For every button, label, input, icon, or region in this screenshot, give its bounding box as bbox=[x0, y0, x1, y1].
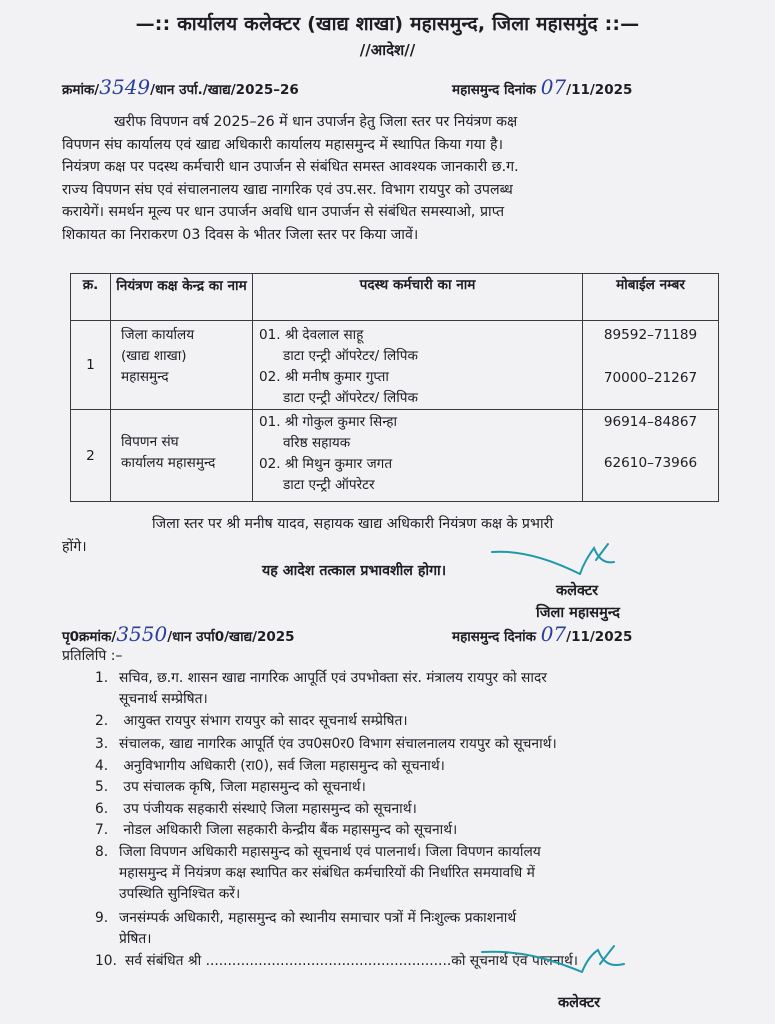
center-line: महासमुन्द bbox=[121, 369, 169, 385]
date2-rest: /11/2025 bbox=[566, 629, 633, 645]
paragraph-line: करायेगें। समर्थन मूल्य पर धान उपार्जन अवधि धान उपार्जन से संबंधित समस्याओ, प्राप्त bbox=[62, 204, 505, 220]
handwritten-day: 07 bbox=[540, 622, 567, 646]
control-room-table bbox=[70, 273, 719, 502]
item-line: महासमुन्द में नियंत्रण कक्ष स्थापित कर संबंधित कर्मचारियों की निर्धारित समयावधि में bbox=[119, 865, 535, 881]
item-number: 2. bbox=[95, 713, 109, 729]
row-mobiles bbox=[583, 321, 719, 410]
mobile-number: 96914–84867 bbox=[603, 414, 698, 430]
staff-line: डाटा एन्ट्री ऑपरेटर/ लिपिक bbox=[283, 390, 418, 406]
item-line: प्रेषित। bbox=[119, 931, 152, 947]
list-item bbox=[95, 734, 557, 753]
row-sn: 1 bbox=[71, 321, 111, 410]
item-line: आयुक्त रायपुर संभाग रायपुर को सादर सूचनार्थ सम्प्रेषित। bbox=[123, 713, 408, 729]
item-line: सूचनार्थ सम्प्रेषित। bbox=[119, 691, 208, 707]
col-header-sn: क्र. bbox=[71, 274, 111, 321]
col-header-mobile: मोबाईल नम्बर bbox=[583, 274, 719, 321]
item-number: 5. bbox=[95, 779, 109, 795]
handwritten-order-number: 3549 bbox=[99, 75, 151, 99]
handwritten-endorsement-number: 3550 bbox=[116, 622, 168, 646]
item-number: 10. bbox=[95, 953, 117, 969]
list-item bbox=[95, 668, 547, 710]
staff-line: 02. श्री मिथुन कुमार जगत bbox=[259, 456, 393, 472]
list-item bbox=[95, 820, 457, 839]
list-item bbox=[95, 711, 408, 730]
item-number: 9. bbox=[95, 910, 109, 926]
item-line: जिला विपणन अधिकारी महासमुन्द को सूचनार्थ एवं पालनार्थ। जिला विपणन कार्यालय bbox=[119, 844, 541, 860]
signature-scribble bbox=[488, 540, 628, 585]
item-line: संचालक, खाद्य नागरिक आपूर्ति एंव उप0स0र0 विभाग संचालनालय रायपुर को सूचनार्थ। bbox=[119, 736, 557, 752]
paragraph-line: राज्य विपणन संघ एवं संचालनालय खाद्य नागरिक एवं उप.सर. विभाग रायपुर को उपलब्ध bbox=[62, 181, 513, 198]
mobile-number: 62610–73966 bbox=[603, 455, 698, 471]
ref2-prefix: पृ0क्रमांक/ bbox=[62, 629, 117, 645]
incharge-note-line: होंगे। bbox=[62, 539, 87, 555]
item-line: सर्व संबंधित श्री ........................................................को सूचनार्थ एंव पालनार्थ। bbox=[125, 953, 579, 969]
collector-title: कलेक्टर bbox=[556, 583, 599, 599]
mobile-number: 89592–71189 bbox=[603, 327, 698, 343]
center-line: विपणन संघ bbox=[121, 434, 179, 450]
col-header-staff: पदस्थ कर्मचारी का नाम bbox=[253, 274, 583, 321]
collector-district: जिला महासमुन्द bbox=[536, 605, 620, 621]
ref2-suffix: /धान उर्पा0/खाद्य/2025 bbox=[167, 629, 295, 645]
collector-title-2: कलेक्टर bbox=[558, 995, 601, 1011]
center-line: (खाद्य शाखा) bbox=[121, 348, 187, 364]
row-staff bbox=[253, 410, 583, 502]
list-item bbox=[95, 777, 366, 796]
staff-line: डाटा एन्ट्री ऑपरेटर/ लिपिक bbox=[283, 348, 418, 364]
center-line: जिला कार्यालय bbox=[121, 327, 195, 343]
table-row bbox=[71, 410, 719, 502]
ref-suffix: /धान उर्पा./खाद्य/2025–26 bbox=[150, 82, 299, 98]
staff-line: 01. श्री गोकुल कुमार सिन्हा bbox=[259, 414, 398, 430]
list-item bbox=[95, 799, 417, 818]
endorsement-date bbox=[452, 622, 632, 646]
paragraph-line: खरीफ विपणन वर्ष 2025–26 में धान उपार्जन हेतु जिला स्तर पर नियंत्रण कक्ष bbox=[114, 114, 518, 130]
table-header-row bbox=[71, 274, 719, 321]
endorsement-reference bbox=[62, 622, 295, 646]
paragraph-line: नियंत्रण कक्ष पर पदस्थ कर्मचारी धान उपार्जन से संबंधित समस्त आवश्यक जानकारी छ.ग. bbox=[62, 159, 519, 175]
incharge-note-line: जिला स्तर पर श्री मनीष यादव, सहायक खाद्य अधिकारी नियंत्रण कक्ष के प्रभारी bbox=[152, 516, 554, 532]
row-staff bbox=[253, 321, 583, 410]
paragraph-line: शिकायत का निराकरण 03 दिवस के भीतर जिला स्तर पर किया जावें। bbox=[62, 226, 419, 243]
list-item bbox=[95, 756, 445, 775]
copy-label: प्रतिलिपि :– bbox=[62, 648, 123, 664]
office-title: —:: कार्यालय कलेक्टर (खाद्य शाखा) महासमुन्द, जिला महासमुंद ::— bbox=[135, 13, 640, 35]
item-line: सचिव, छ.ग. शासन खाद्य नागरिक आपूर्ति एवं उपभोक्ता संर. मंत्रालय रायपुर को सादर bbox=[119, 670, 547, 686]
center-line: कार्यालय महासमुन्द bbox=[121, 455, 216, 471]
effective-note: यह आदेश तत्काल प्रभावशील होगा। bbox=[262, 563, 447, 579]
row-mobiles bbox=[583, 410, 719, 502]
order-date bbox=[452, 75, 632, 99]
staff-line: वरिष्ठ सहायक bbox=[283, 435, 351, 451]
table-row bbox=[71, 321, 719, 410]
item-line: उप संचालक कृषि, जिला महासमुन्द को सूचनार्थ। bbox=[123, 779, 366, 795]
body-paragraph bbox=[62, 111, 712, 246]
row-center bbox=[111, 410, 253, 502]
mobile-number: 70000–21267 bbox=[603, 370, 698, 386]
order-heading: //आदेश// bbox=[359, 41, 416, 59]
row-center bbox=[111, 321, 253, 410]
paragraph-line: विपणन संघ कार्यालय एवं खाद्य अधिकारी कार्यालय महासमुन्द में स्थापित किया गया है। bbox=[62, 136, 503, 153]
ref-prefix: क्रमांक/ bbox=[62, 82, 100, 98]
order-reference bbox=[62, 75, 299, 99]
item-line: उपस्थिति सुनिश्चित करें। bbox=[119, 886, 241, 902]
date-rest: /11/2025 bbox=[566, 82, 633, 98]
col-header-center: नियंत्रण कक्ष केन्द्र का नाम bbox=[111, 274, 253, 321]
item-number: 8. bbox=[95, 844, 109, 860]
date-label: महासमुन्द दिनांक bbox=[452, 82, 536, 98]
item-line: नोडल अधिकारी जिला सहकारी केन्द्रीय बैंक महासमुन्द को सूचनार्थ। bbox=[123, 822, 458, 838]
item-number: 6. bbox=[95, 801, 109, 817]
item-number: 4. bbox=[95, 758, 109, 774]
item-number: 7. bbox=[95, 822, 109, 838]
item-number: 3. bbox=[95, 736, 109, 752]
staff-line: 02. श्री मनीष कुमार गुप्ता bbox=[259, 369, 389, 385]
date2-label: महासमुन्द दिनांक bbox=[452, 629, 536, 645]
item-line: जनसंम्पर्क अधिकारी, महासमुन्द को स्थानीय समाचार पत्रों में निःशुल्क प्रकाशनार्थ bbox=[119, 910, 517, 926]
item-line: उप पंजीयक सहकारी संस्थाऐ जिला महासमुन्द को सूचनार्थ। bbox=[123, 801, 417, 817]
signature-scribble-2 bbox=[478, 942, 638, 992]
list-item bbox=[95, 908, 516, 950]
staff-line: डाटा एन्ट्री ऑपरेटर bbox=[283, 477, 375, 493]
staff-line: 01. श्री देवलाल साहू bbox=[259, 327, 364, 343]
row-sn: 2 bbox=[71, 410, 111, 502]
item-line: अनुविभागीय अधिकारी (रा0), सर्व जिला महासमुन्द को सूचनार्थ। bbox=[123, 758, 445, 774]
list-item bbox=[95, 842, 541, 905]
item-number: 1. bbox=[95, 670, 109, 686]
handwritten-day: 07 bbox=[540, 75, 567, 99]
